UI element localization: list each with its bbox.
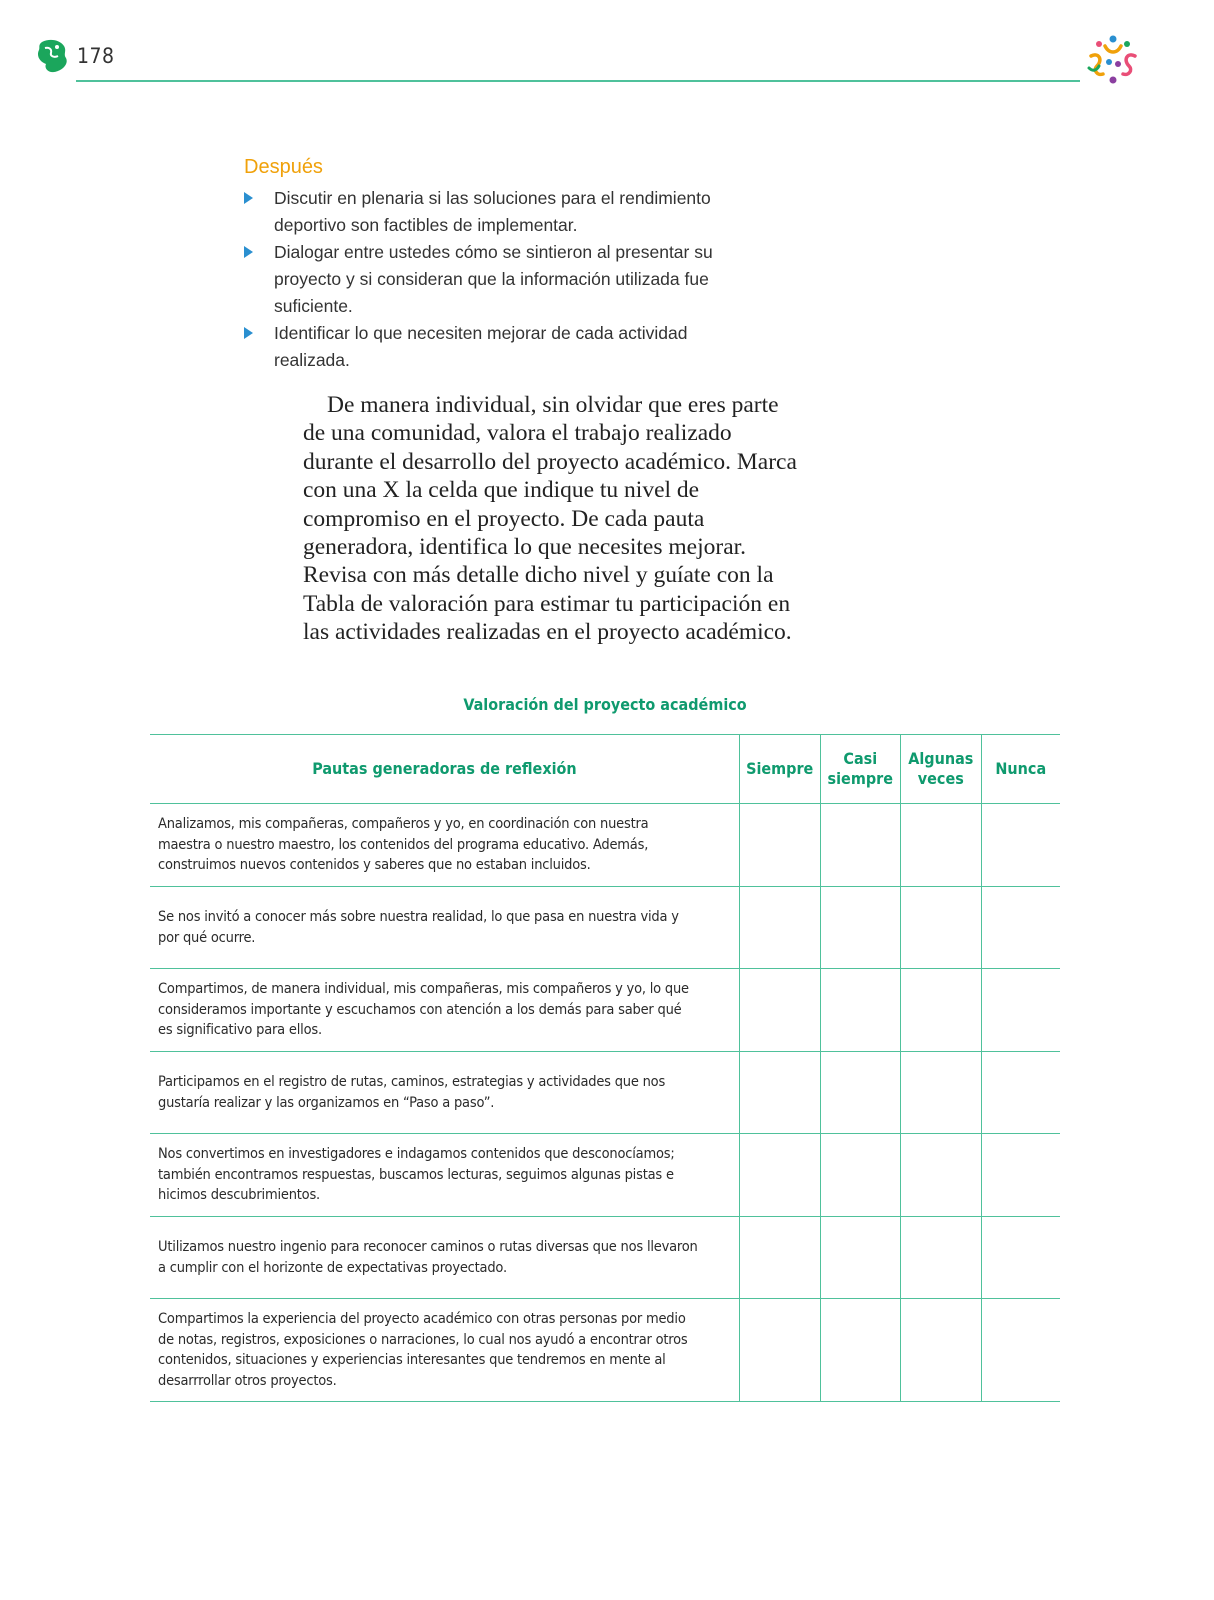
section-title-despues: Después	[244, 156, 323, 178]
column-header-nunca: Nunca	[981, 735, 1060, 804]
row-criteria-text: Compartimos, de manera individual, mis compañeras, mis compañeros y yo, lo que consideramos importante y escuchamos con atención a los demás para saber qué es significativo para ellos.	[150, 969, 739, 1052]
cell-siempre[interactable]	[739, 887, 820, 969]
cell-algunas-veces[interactable]	[901, 1134, 981, 1217]
cell-nunca[interactable]	[981, 969, 1060, 1052]
row-criteria-text: Utilizamos nuestro ingenio para reconocer caminos o rutas diversas que nos llevaron a cumplir con el horizonte de expectativas proyectado.	[150, 1217, 739, 1299]
cell-siempre[interactable]	[739, 1052, 820, 1134]
colorful-people-emblem-icon	[1085, 34, 1141, 86]
table-row	[150, 1217, 1060, 1299]
instructions-paragraph: De manera individual, sin olvidar que eres parte de una comunidad, valora el trabajo realizado durante el desarrollo del proyecto académico. Marca con una X la celda que indique tu nivel de compromiso en el proyecto. De cada pauta generadora, identifica lo que necesites mejorar. Revisa con más detalle dicho nivel y guíate con la Tabla de valoración para estimar tu participación en las actividades realizadas en el proyecto académico.	[303, 392, 797, 646]
list-item	[244, 320, 714, 374]
cell-siempre[interactable]	[739, 1134, 820, 1217]
cell-casi-siempre[interactable]	[820, 969, 901, 1052]
cell-algunas-veces[interactable]	[901, 1052, 981, 1134]
header-rule	[76, 80, 1080, 82]
table-row	[150, 1052, 1060, 1134]
cell-nunca[interactable]	[981, 1217, 1060, 1299]
after-activities-list	[244, 185, 714, 374]
table-caption: Valoración del proyecto académico	[463, 695, 747, 714]
cell-siempre[interactable]	[739, 969, 820, 1052]
cell-nunca[interactable]	[981, 887, 1060, 969]
cell-algunas-veces[interactable]	[901, 969, 981, 1052]
table-row	[150, 1134, 1060, 1217]
green-leaf-logo-icon	[36, 38, 68, 74]
cell-nunca[interactable]	[981, 1134, 1060, 1217]
table-row	[150, 887, 1060, 969]
page-number: 178	[77, 44, 115, 68]
cell-casi-siempre[interactable]	[820, 1052, 901, 1134]
column-header-algunas-veces: Algunas veces	[901, 735, 981, 804]
cell-casi-siempre[interactable]	[820, 1217, 901, 1299]
table-row	[150, 1299, 1060, 1402]
table-row	[150, 969, 1060, 1052]
row-criteria-text: Se nos invitó a conocer más sobre nuestra realidad, lo que pasa en nuestra vida y por qué ocurre.	[150, 887, 739, 969]
column-header-siempre: Siempre	[739, 735, 820, 804]
cell-algunas-veces[interactable]	[901, 1217, 981, 1299]
bullet-arrow-icon	[244, 327, 253, 339]
table-header-row	[150, 735, 1060, 804]
column-header-casi-siempre: Casi siempre	[820, 735, 901, 804]
cell-nunca[interactable]	[981, 1299, 1060, 1402]
row-criteria-text: Compartimos la experiencia del proyecto académico con otras personas por medio de notas, registros, exposiciones o narraciones, lo cual nos ayudó a encontrar otros contenidos, situaciones y experiencias interesantes que tendremos en mente al desarrrollar otros proyectos.	[150, 1299, 739, 1402]
column-header-criteria: Pautas generadoras de reflexión	[150, 735, 739, 804]
cell-algunas-veces[interactable]	[901, 887, 981, 969]
cell-siempre[interactable]	[739, 804, 820, 887]
cell-algunas-veces[interactable]	[901, 1299, 981, 1402]
cell-casi-siempre[interactable]	[820, 887, 901, 969]
cell-casi-siempre[interactable]	[820, 1134, 901, 1217]
cell-nunca[interactable]	[981, 804, 1060, 887]
cell-casi-siempre[interactable]	[820, 1299, 901, 1402]
cell-siempre[interactable]	[739, 1299, 820, 1402]
cell-algunas-veces[interactable]	[901, 804, 981, 887]
row-criteria-text: Nos convertimos en investigadores e indagamos contenidos que desconocíamos; también encontramos respuestas, buscamos lecturas, seguimos algunas pistas e hicimos descubrimientos.	[150, 1134, 739, 1217]
cell-casi-siempre[interactable]	[820, 804, 901, 887]
row-criteria-text: Analizamos, mis compañeras, compañeros y yo, en coordinación con nuestra maestra o nuestro maestro, los contenidos del programa educativo. Además, construimos nuevos contenidos y saberes que no estaban incluidos.	[150, 804, 739, 887]
bullet-arrow-icon	[244, 192, 253, 204]
bullet-arrow-icon	[244, 246, 253, 258]
list-item-text: Identificar lo que necesiten mejorar de cada actividad realizada.	[274, 323, 688, 370]
list-item	[244, 239, 714, 320]
table-row	[150, 804, 1060, 887]
evaluation-table	[150, 734, 1060, 1402]
list-item-text: Dialogar entre ustedes cómo se sintieron al presentar su proyecto y si consideran que la información utilizada fue suficiente.	[274, 242, 713, 316]
list-item-text: Discutir en plenaria si las soluciones para el rendimiento deportivo son factibles de implementar.	[274, 188, 711, 235]
cell-nunca[interactable]	[981, 1052, 1060, 1134]
cell-siempre[interactable]	[739, 1217, 820, 1299]
list-item	[244, 185, 714, 239]
row-criteria-text: Participamos en el registro de rutas, caminos, estrategias y actividades que nos gustaría realizar y las organizamos en “Paso a paso”.	[150, 1052, 739, 1134]
